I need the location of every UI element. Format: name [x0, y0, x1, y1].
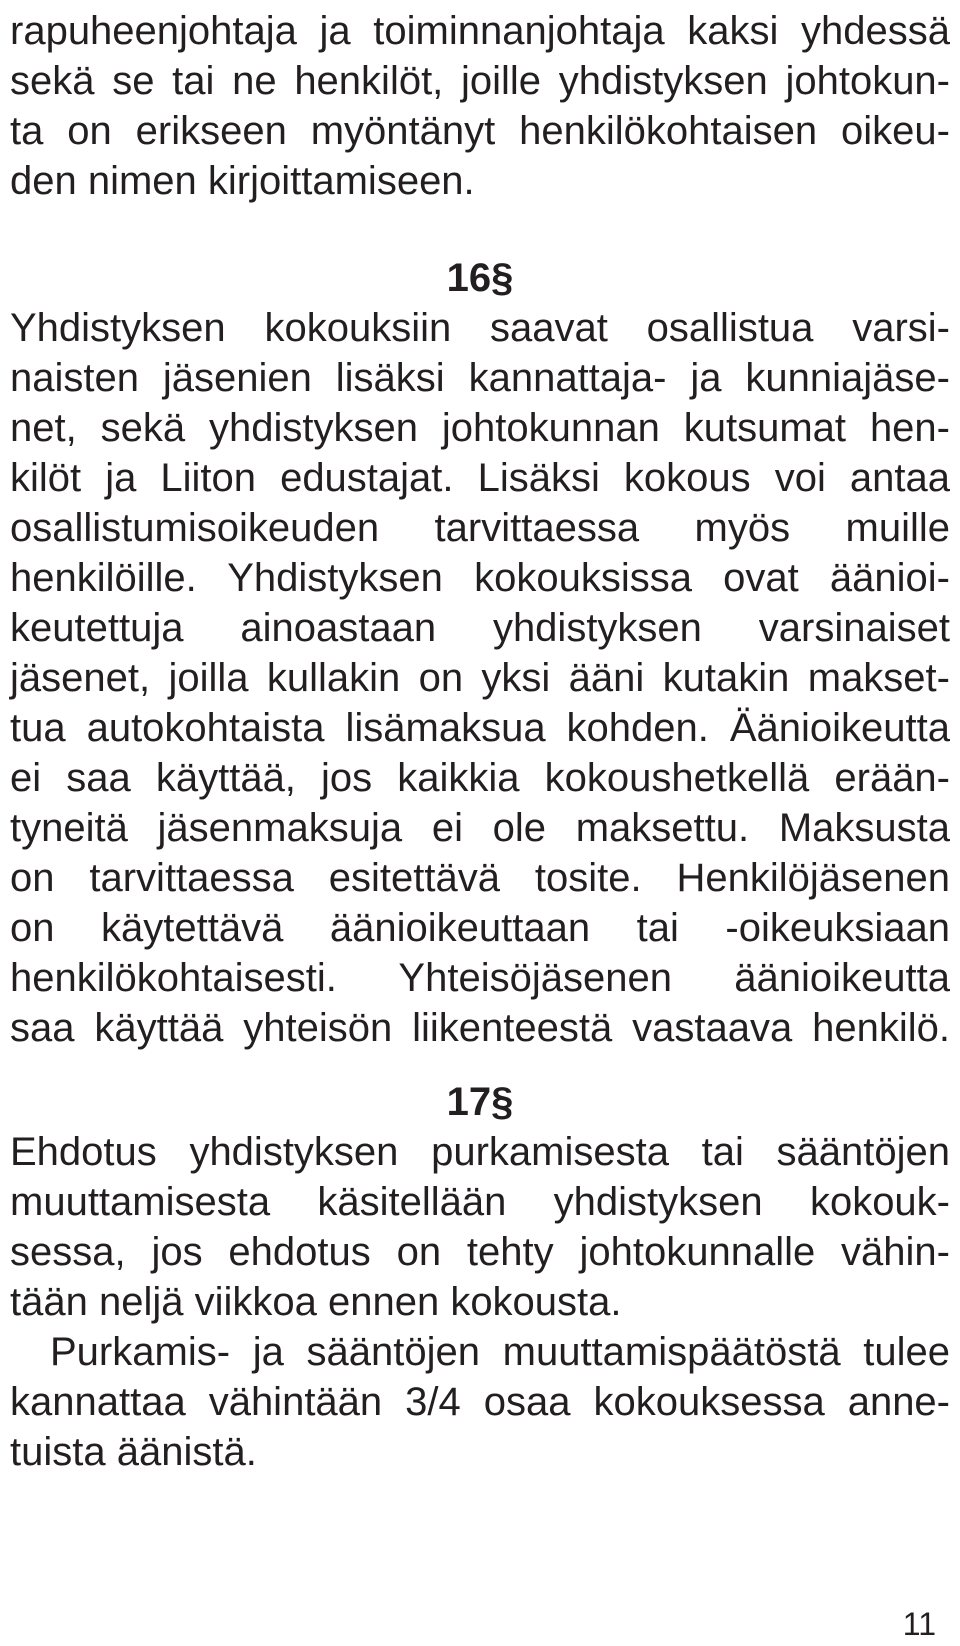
document-page — [10, 0, 950, 1646]
text-line: net, sekä yhdistyksen johtokunnan kutsumat hen- — [10, 406, 950, 450]
text-line: henkilökohtaisesti. Yhteisöjäsenen äänioikeutta — [10, 956, 950, 1000]
text-line: osallistumisoikeuden tarvittaessa myös muille — [10, 506, 950, 550]
text-line: tuista äänistä. — [10, 1430, 257, 1474]
text-line: Ehdotus yhdistyksen purkamisesta tai sääntöjen — [10, 1130, 950, 1174]
intro-paragraph — [10, 6, 950, 206]
section-17-heading: 17§ — [446, 1080, 514, 1124]
section-16-heading: 16§ — [446, 256, 514, 300]
text-line: keutettuja ainoastaan yhdistyksen varsinaiset — [10, 606, 950, 650]
text-line: ei saa käyttää, jos kaikkia kokoushetkellä erään- — [10, 756, 950, 800]
text-line: rapuheenjohtaja ja toiminnanjohtaja kaksi yhdessä — [10, 9, 950, 53]
text-line: kannattaa vähintään 3/4 osaa kokouksessa anne- — [10, 1380, 950, 1424]
text-line: naisten jäsenien lisäksi kannattaja- ja kunniajäse- — [10, 356, 950, 400]
text-line: saa käyttää yhteisön liikenteestä vastaava henkilö. — [10, 1006, 950, 1050]
text-line: sessa, jos ehdotus on tehty johtokunnalle vähin- — [10, 1230, 950, 1274]
text-line: Purkamis- ja sääntöjen muuttamispäätöstä tulee — [50, 1330, 950, 1374]
text-line: den nimen kirjoittamiseen. — [10, 159, 475, 203]
text-line: ta on erikseen myöntänyt henkilökohtaisen oikeu- — [10, 109, 950, 153]
text-line: Yhdistyksen kokouksiin saavat osallistua varsi- — [10, 306, 950, 350]
text-line: henkilöille. Yhdistyksen kokouksissa ovat äänioi- — [10, 556, 950, 600]
text-line: sekä se tai ne henkilöt, joille yhdistyksen johtokun- — [10, 59, 950, 103]
text-line: kilöt ja Liiton edustajat. Lisäksi kokous voi antaa — [10, 456, 950, 500]
text-line: tään neljä viikkoa ennen kokousta. — [10, 1280, 622, 1324]
text-line: on tarvittaessa esitettävä tosite. Henkilöjäsenen — [10, 856, 950, 900]
text-line: on käytettävä äänioikeuttaan tai -oikeuksiaan — [10, 906, 950, 950]
section-17 — [10, 1077, 950, 1477]
section-16 — [10, 253, 950, 1053]
text-line: tua autokohtaista lisämaksua kohden. Äänioikeutta — [10, 706, 950, 750]
page-number: 11 — [902, 1606, 936, 1642]
text-line: jäsenet, joilla kullakin on yksi ääni kutakin makset- — [10, 656, 950, 700]
text-line: muuttamisesta käsitellään yhdistyksen kokouk- — [10, 1180, 950, 1224]
text-line: tyneitä jäsenmaksuja ei ole maksettu. Maksusta — [10, 806, 950, 850]
